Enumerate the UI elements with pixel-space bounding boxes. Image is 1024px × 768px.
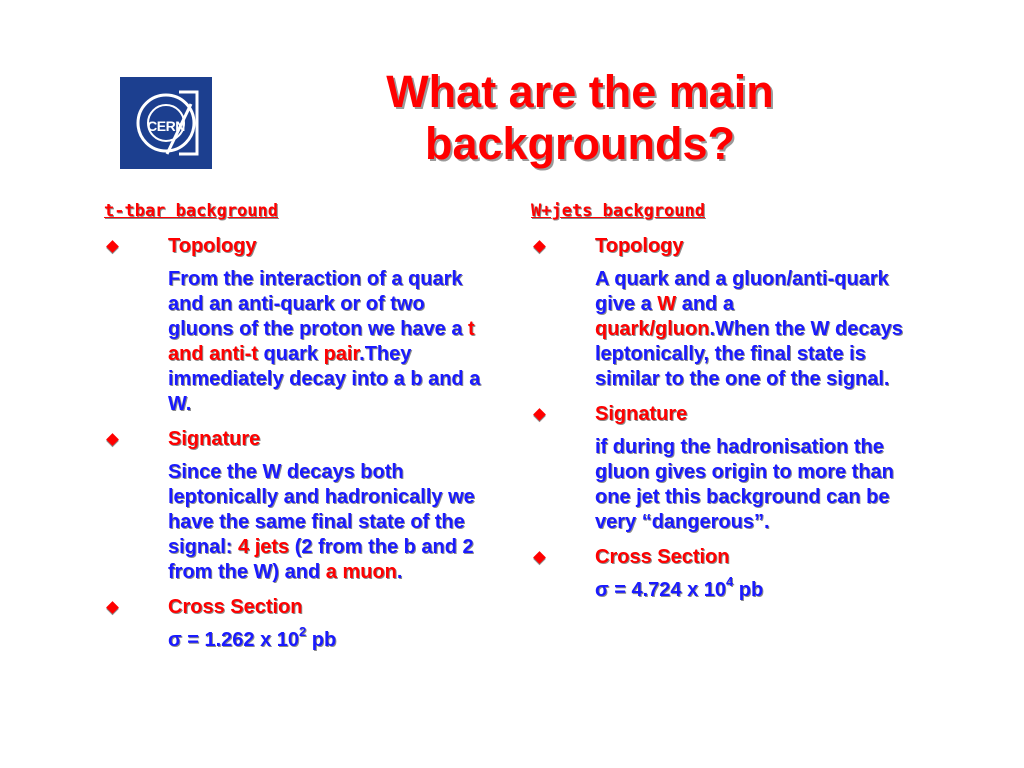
ttbar-cross-section-value: σ = 1.262 x $10^2$ pb (168, 624, 337, 651)
wjets-cross-section-item (531, 545, 911, 570)
diamond-bullet-icon (106, 601, 119, 614)
ttbar-signature-label: Signature (168, 428, 261, 450)
ttbar-cross-section-item (104, 595, 484, 620)
wjets-cross-section-label: Cross Section (595, 546, 730, 568)
wjets-signature-text: if during the hadronisation the gluon gives origin to more than one jet this background can be very “dangerous”. (595, 436, 894, 533)
slide-title: What are the main backgrounds? (386, 66, 774, 169)
wjets-topology-item (531, 234, 911, 259)
wjets-column (531, 198, 911, 603)
wjets-topology-text: A quark and a gluon/anti-quark give a W and a quark/gluon.When the W decays leptonically, the final state is similar to the one of the signal. (595, 268, 903, 390)
diamond-bullet-icon (106, 433, 119, 446)
ttbar-topology-item (104, 234, 484, 259)
diamond-bullet-icon (106, 240, 119, 253)
ttbar-topology-label: Topology (168, 235, 257, 257)
wjets-signature-label: Signature (595, 403, 688, 425)
diamond-bullet-icon (533, 408, 546, 421)
cern-logo-emblem (127, 84, 205, 162)
ttbar-column (104, 198, 484, 653)
wjets-cross-section-value: σ = 4.724 x $10^4$ pb (595, 574, 764, 601)
ttbar-topology-text: From the interaction of a quark and an anti-quark or of two gluons of the proton we have a t and anti-t quark pair.They immediately decay into a b and a W. (168, 268, 481, 415)
cern-logo-text: CERN (147, 118, 185, 134)
ttbar-signature-text: Since the W decays both leptonically and hadronically we have the same final state of the signal: 4 jets (2 from the b and 2 from the W) and a muon. (168, 461, 475, 583)
wjets-topology-label: Topology (595, 235, 684, 257)
wjets-heading: W+jets background (531, 201, 705, 221)
wjets-signature-item (531, 402, 911, 427)
ttbar-heading: t-tbar background (104, 201, 278, 221)
diamond-bullet-icon (533, 551, 546, 564)
ttbar-cross-section-label: Cross Section (168, 596, 303, 618)
cern-logo (120, 77, 212, 169)
ttbar-signature-item (104, 427, 484, 452)
diamond-bullet-icon (533, 240, 546, 253)
